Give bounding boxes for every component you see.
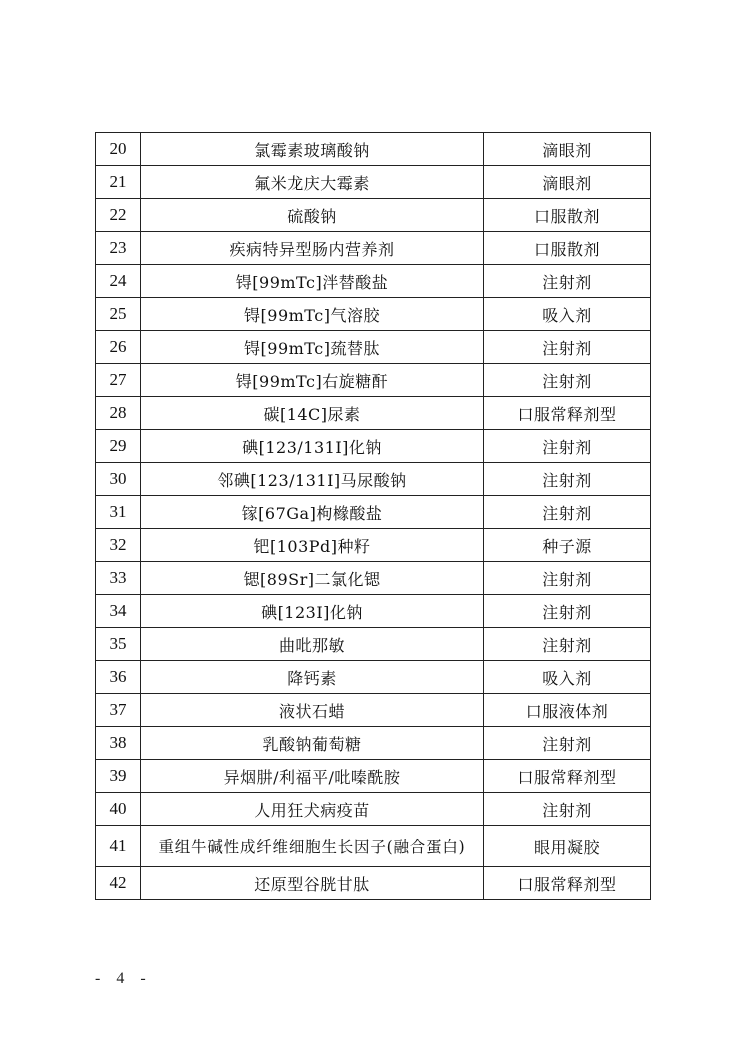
dosage-form-cell: 注射剂 [484, 364, 651, 397]
row-number-cell: 35 [96, 628, 141, 661]
row-number-cell: 33 [96, 562, 141, 595]
row-number-cell: 20 [96, 133, 141, 166]
row-number-cell: 37 [96, 694, 141, 727]
row-number-cell: 41 [96, 826, 141, 867]
table-row [96, 397, 651, 430]
table-body [96, 133, 651, 900]
table-row [96, 298, 651, 331]
dosage-form-cell: 口服散剂 [484, 232, 651, 265]
drug-name-cell: 曲吡那敏 [141, 628, 484, 661]
row-number-cell: 26 [96, 331, 141, 364]
drug-name-cell: 液状石蜡 [141, 694, 484, 727]
row-number-cell: 27 [96, 364, 141, 397]
drug-name-cell: 锝[99mTc]气溶胶 [141, 298, 484, 331]
dosage-form-cell: 注射剂 [484, 331, 651, 364]
dosage-form-cell: 注射剂 [484, 265, 651, 298]
drug-name-cell: 氟米龙庆大霉素 [141, 166, 484, 199]
drug-name-cell: 重组牛碱性成纤维细胞生长因子(融合蛋白) [141, 826, 484, 867]
drug-name-cell: 镓[67Ga]枸橼酸盐 [141, 496, 484, 529]
row-number-cell: 34 [96, 595, 141, 628]
table-row [96, 826, 651, 867]
table-row [96, 595, 651, 628]
dosage-form-cell: 口服液体剂 [484, 694, 651, 727]
table-row [96, 694, 651, 727]
drug-name-cell: 邻碘[123/131I]马尿酸钠 [141, 463, 484, 496]
dosage-form-cell: 口服常释剂型 [484, 760, 651, 793]
table-row [96, 562, 651, 595]
row-number-cell: 22 [96, 199, 141, 232]
row-number-cell: 24 [96, 265, 141, 298]
dosage-form-cell: 吸入剂 [484, 298, 651, 331]
drug-name-cell: 乳酸钠葡萄糖 [141, 727, 484, 760]
table-row [96, 867, 651, 900]
table-row [96, 661, 651, 694]
table-row [96, 364, 651, 397]
dosage-form-cell: 滴眼剂 [484, 166, 651, 199]
row-number-cell: 23 [96, 232, 141, 265]
drug-name-cell: 钯[103Pd]种籽 [141, 529, 484, 562]
drug-name-cell: 人用狂犬病疫苗 [141, 793, 484, 826]
row-number-cell: 38 [96, 727, 141, 760]
dosage-form-cell: 眼用凝胶 [484, 826, 651, 867]
table-row [96, 199, 651, 232]
table-row [96, 133, 651, 166]
row-number-cell: 40 [96, 793, 141, 826]
dosage-form-cell: 注射剂 [484, 595, 651, 628]
page-number: - 4 - [95, 970, 152, 987]
row-number-cell: 29 [96, 430, 141, 463]
row-number-cell: 30 [96, 463, 141, 496]
drug-name-cell: 锝[99mTc]泮替酸盐 [141, 265, 484, 298]
table-row [96, 166, 651, 199]
drug-name-cell: 硫酸钠 [141, 199, 484, 232]
row-number-cell: 32 [96, 529, 141, 562]
drug-name-cell: 锶[89Sr]二氯化锶 [141, 562, 484, 595]
dosage-form-cell: 口服散剂 [484, 199, 651, 232]
row-number-cell: 28 [96, 397, 141, 430]
row-number-cell: 25 [96, 298, 141, 331]
drug-name-cell: 碘[123I]化钠 [141, 595, 484, 628]
drug-name-cell: 还原型谷胱甘肽 [141, 867, 484, 900]
drug-name-cell: 异烟肼/利福平/吡嗪酰胺 [141, 760, 484, 793]
table-row [96, 232, 651, 265]
dosage-form-cell: 吸入剂 [484, 661, 651, 694]
table-row [96, 331, 651, 364]
table-row [96, 727, 651, 760]
dosage-form-cell: 种子源 [484, 529, 651, 562]
table-row [96, 430, 651, 463]
table-row [96, 628, 651, 661]
dosage-form-cell: 注射剂 [484, 496, 651, 529]
drug-name-cell: 氯霉素玻璃酸钠 [141, 133, 484, 166]
drug-name-cell: 碳[14C]尿素 [141, 397, 484, 430]
row-number-cell: 42 [96, 867, 141, 900]
table-row [96, 760, 651, 793]
dosage-form-cell: 注射剂 [484, 463, 651, 496]
drug-name-cell: 锝[99mTc]巯替肽 [141, 331, 484, 364]
drug-name-cell: 碘[123/131I]化钠 [141, 430, 484, 463]
table-row [96, 793, 651, 826]
drug-name-cell: 疾病特异型肠内营养剂 [141, 232, 484, 265]
drug-name-cell: 降钙素 [141, 661, 484, 694]
dosage-form-cell: 口服常释剂型 [484, 397, 651, 430]
dosage-form-cell: 口服常释剂型 [484, 867, 651, 900]
dosage-form-cell: 滴眼剂 [484, 133, 651, 166]
dosage-form-cell: 注射剂 [484, 628, 651, 661]
row-number-cell: 21 [96, 166, 141, 199]
row-number-cell: 31 [96, 496, 141, 529]
drug-table [95, 132, 651, 900]
dosage-form-cell: 注射剂 [484, 727, 651, 760]
dosage-form-cell: 注射剂 [484, 430, 651, 463]
drug-name-cell: 锝[99mTc]右旋糖酐 [141, 364, 484, 397]
table-row [96, 265, 651, 298]
dosage-form-cell: 注射剂 [484, 793, 651, 826]
table-row [96, 496, 651, 529]
dosage-form-cell: 注射剂 [484, 562, 651, 595]
table-row [96, 529, 651, 562]
row-number-cell: 39 [96, 760, 141, 793]
row-number-cell: 36 [96, 661, 141, 694]
table-row [96, 463, 651, 496]
